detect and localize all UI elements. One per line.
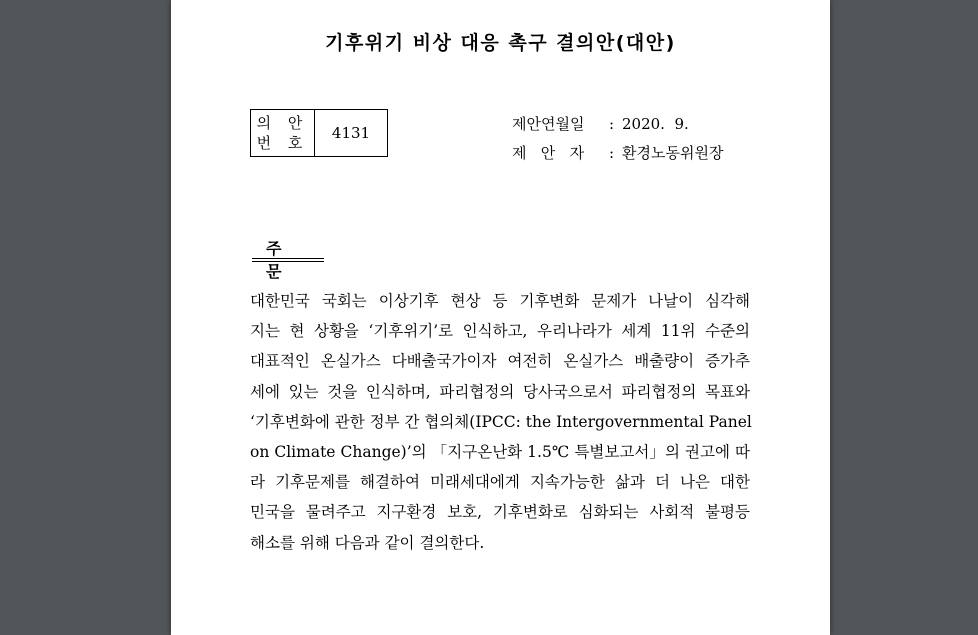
proposal-meta	[512, 113, 723, 171]
bill-number-label	[251, 110, 315, 156]
meta-value: 2020. 9.	[622, 115, 689, 133]
body-line: 해소를 위해 다음과 같이 결의한다.	[250, 533, 485, 552]
bill-label-line2: 번 호	[256, 134, 309, 152]
document-page	[171, 0, 830, 635]
section-heading: 주 문	[266, 239, 296, 281]
meta-colon: :	[609, 115, 615, 133]
body-line: 지는 현 상황을 ‘기후위기’로 인식하고, 우리나라가 세계 11위 수준의	[250, 322, 750, 341]
meta-value: 환경노동위원장	[622, 144, 724, 162]
body-paragraph	[250, 286, 750, 558]
bill-label-line1: 의 안	[256, 114, 309, 132]
meta-key: 제 안 자	[512, 144, 585, 162]
body-line: 세에 있는 것을 인식하며, 파리협정의 당사국으로서 파리협정의 목표와	[250, 382, 750, 401]
body-line: ‘기후변화에 관한 정부 간 협의체(IPCC: the Intergovernmental Panel	[250, 412, 752, 431]
bill-number-value: 4131	[331, 124, 371, 142]
body-line: 대표적인 온실가스 다배출국가이자 여전히 온실가스 배출량이 증가추	[250, 352, 750, 371]
section-underline	[252, 258, 324, 262]
bill-number-box	[250, 109, 388, 157]
meta-row-date	[512, 113, 723, 142]
meta-key: 제안연월일	[512, 115, 585, 133]
page-title: 기후위기 비상 대응 촉구 결의안(대안)	[325, 32, 676, 54]
body-line: 민국을 물려주고 지구환경 보호, 기후변화로 심화되는 사회적 불평등	[250, 503, 750, 522]
meta-colon: :	[609, 144, 615, 162]
body-line: on Climate Change)’의 「지구온난화 1.5℃ 특별보고서」의 권고에 따	[250, 442, 750, 461]
body-line: 라 기후문제를 해결하여 미래세대에게 지속가능한 삶과 더 나은 대한	[250, 473, 750, 492]
body-line: 대한민국 국회는 이상기후 현상 등 기후변화 문제가 나날이 심각해	[250, 292, 750, 310]
meta-row-proposer	[512, 142, 723, 171]
